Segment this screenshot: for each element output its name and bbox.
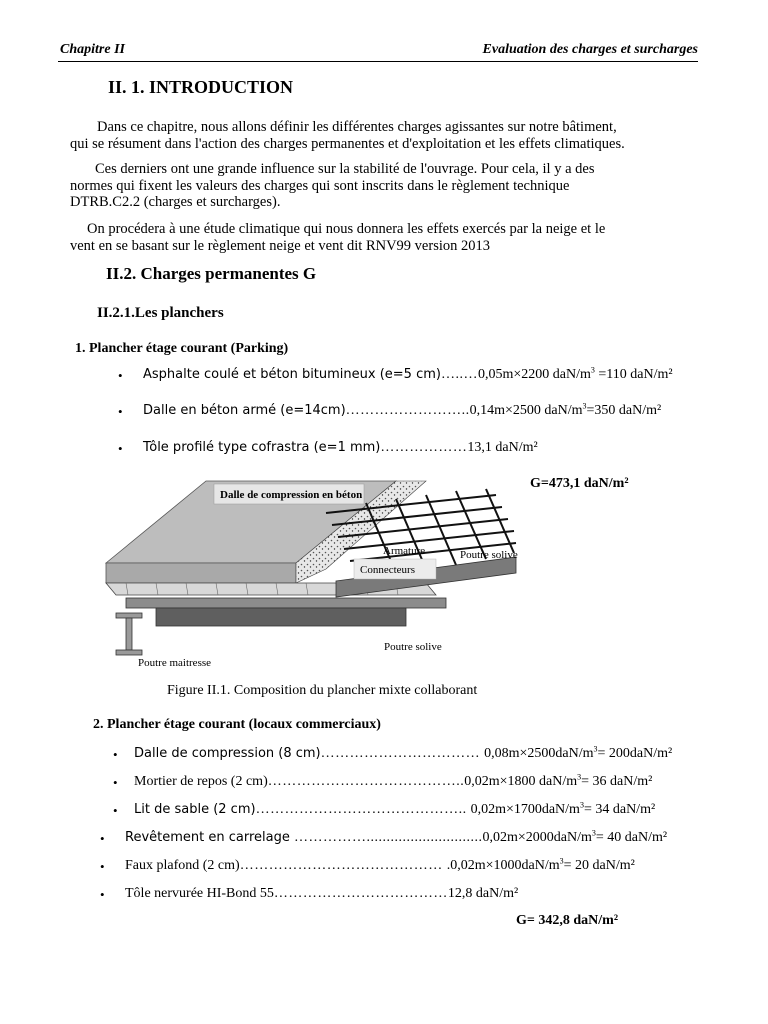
bullet-icon: • (113, 775, 118, 790)
bullet-icon: • (113, 747, 118, 762)
slab-side (106, 563, 296, 583)
bullet-icon: • (118, 441, 123, 456)
plancher-1-total: G=473,1 daN/m² (530, 476, 629, 491)
intro-paragraph-3: On procédera à une étude climatique qui nous donnera les effets exercés par la neige et le vent en se basant sur le règlement neige et vent dit RNV99 version 2013 (70, 221, 606, 254)
figure-caption: Figure II.1. Composition du plancher mixte collaborant (167, 683, 478, 698)
list-item: Dalle de compression (8 cm)…………………………… $0,08m\times 2500daN/m^3= 200daN/m^2$ (134, 744, 673, 761)
figure-label-connecteurs: Connecteurs (360, 564, 415, 576)
list-item: Revêtement en carrelage $\dots\dots\dots\dots\dots.............................0,02m\times 2000daN/m^3= 40$ daN/m² (125, 828, 668, 845)
plancher-2-title: 2. Plancher étage courant (locaux commerciaux) (93, 717, 381, 732)
plancher-1-title: 1. Plancher étage courant (Parking) (75, 341, 289, 356)
section-heading: II.2. Charges permanentes G (106, 264, 317, 283)
chapter-label: Chapitre II (60, 42, 125, 57)
subsection-heading: II.2.1.Les planchers (97, 305, 224, 321)
bullet-icon: • (100, 859, 105, 874)
bullet-icon: • (113, 803, 118, 818)
figure-label-armature: Armature (383, 545, 426, 557)
poutre-solive-bottom (126, 598, 446, 608)
list-item: Tôle nervurée HI-Bond 55………………………………12,8 daN/m² (125, 886, 519, 901)
list-item: Mortier de repos (2 cm)…………………………………..0,02m×1800 daN/$m^3= 36$ daN/m² (134, 772, 653, 789)
list-item: Dalle en béton armé (e=14cm)……………………..0,14m×2500 daN/$m^3=350$ daN/m² (143, 401, 662, 418)
chapter-title: Evaluation des charges et surcharges (482, 42, 698, 57)
list-item: Tôle profilé type cofrastra (e=1 mm)………………13,1 daN/m² (143, 440, 538, 455)
bullet-icon: • (118, 368, 123, 383)
intro-paragraph-1: Dans ce chapitre, nous allons définir les différentes charges agissantes sur notre bâtiment, qui se résument dans l'action des charges permanentes et d'exploitation et les effets climatiques. (70, 119, 625, 152)
bullet-icon: • (118, 404, 123, 419)
bullet-icon: • (100, 831, 105, 846)
plancher-figure (96, 473, 526, 673)
figure-label-solive-bottom: Poutre solive (384, 641, 442, 653)
bullet-icon: • (100, 887, 105, 902)
list-item: Faux plafond (2 cm)…………………………………… $.0,02m\times 1000daN/m^3= 20$ daN/m² (125, 856, 635, 873)
figure-label-dalle: Dalle de compression en béton (220, 489, 363, 501)
list-item: Asphalte coulé et béton bitumineux (e=5 cm)…..…0,05m×2200 daN/$m^3 =110$ daN/m² (143, 365, 673, 382)
figure-label-solive-top: Poutre solive (460, 549, 518, 561)
plancher-2-total: G= 342,8 daN/m² (516, 913, 619, 928)
figure-label-maitresse: Poutre maitresse (138, 657, 212, 669)
header-rule (58, 61, 698, 62)
list-item: Lit de sable (2 cm)…………………………………….. $0,02m\times 1700daN/m^3= 34$ daN/m² (134, 800, 656, 817)
poutre-maitresse (116, 613, 142, 655)
intro-heading: II. 1. INTRODUCTION (108, 77, 294, 97)
intro-paragraph-2: Ces derniers ont une grande influence sur la stabilité de l'ouvrage. Pour cela, il y a des normes qui fixent les valeurs des charges qui sont inscrits dans le règlement technique DTRB.C2.2 (charges et surcharges). (70, 161, 595, 210)
